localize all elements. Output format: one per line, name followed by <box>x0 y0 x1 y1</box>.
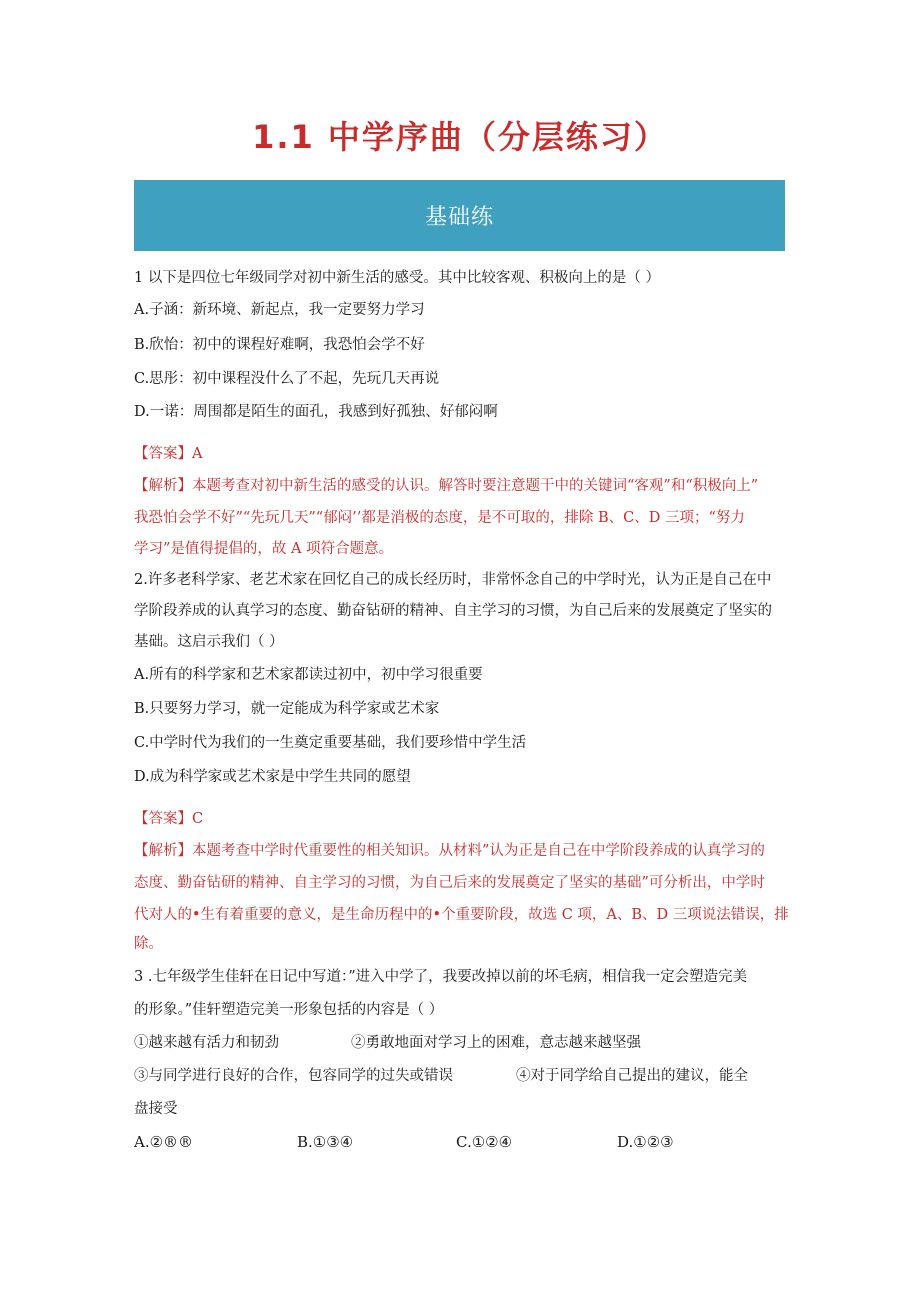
q3-item-2: ②勇敢地面对学习上的困难，意志越来越坚强 <box>351 1035 641 1051</box>
q2-answer: 【答案】C <box>134 811 204 827</box>
q3-item-4-cont: 盘接受 <box>134 1101 178 1117</box>
section-banner-label: 基础练 <box>424 205 494 230</box>
q3-stem-line-2: 的形象。”佳轩塑造完美一形象包括的内容是（ ） <box>134 1002 444 1018</box>
q1-analysis-line-3: 学习”是值得提倡的，故 A 项符合题意。 <box>134 541 394 557</box>
q1-answer: 【答案】A <box>134 446 203 462</box>
q2-analysis-line-3: 代对人的•生有着重要的意义，是生命历程中的•个重要阶段，故选 C 项，A、B、D 三项说法错误，排 <box>134 907 789 923</box>
q1-analysis-line-1: 【解析】本题考查对初中新生活的感受的认识。解答时要注意题干中的关键词“客观”和“积极向上” <box>134 478 759 494</box>
q2-option-a: A.所有的科学家和艺术家都读过初中，初中学习很重要 <box>134 667 483 683</box>
q3-item-1: ①越来越有活力和韧劲 <box>134 1035 279 1051</box>
q1-option-a: A.子涵：新环境、新起点，我一定要努力学习 <box>134 302 425 318</box>
q1-option-c: C.思彤：初中课程没什么了不起，先玩几天再说 <box>134 371 440 387</box>
q1-analysis-line-2: 我恐怕会学不好”“先玩几天”“郁闷’’都是消极的态度，是不可取的，排除 B、C、D 三项；“努力 <box>134 510 745 526</box>
q2-option-b: B.只要努力学习，就一定能成为科学家或艺术家 <box>134 701 440 717</box>
q3-option-c: C.①②④ <box>456 1133 513 1151</box>
q3-stem-line-1: 3 .七年级学生佳轩在日记中写道：”进入中学了，我要改掉以前的坏毛病，相信我一定会塑造完美 <box>134 969 748 985</box>
section-banner <box>134 180 785 251</box>
q2-option-d: D.成为科学家或艺术家是中学生共同的愿望 <box>134 769 411 785</box>
q1-option-d: D.一诺：周围都是陌生的面孔，我感到好孤独、好郁闷啊 <box>134 404 498 420</box>
q2-analysis-line-1: 【解析】本题考查中学时代重要性的相关知识。从材料”认为正是自己在中学阶段养成的认真学习的 <box>134 843 765 859</box>
q3-item-4: ④对于同学给自己提出的建议，能全 <box>516 1068 748 1084</box>
q1-stem: 1 以下是四位七年级同学对初中新生活的感受。其中比较客观、积极向上的是（ ） <box>134 270 660 286</box>
q3-option-b: B.①③④ <box>297 1133 354 1151</box>
q2-analysis-line-4: 除。 <box>134 936 163 952</box>
q2-analysis-line-2: 态度、勤奋钻研的精神、自主学习的习惯，为自己后来的发展奠定了坚实的基础”可分析出，中学时 <box>134 875 765 891</box>
q3-option-d: D.①②③ <box>617 1133 674 1151</box>
page-title: 1.1 中学序曲（分层练习） <box>252 118 668 156</box>
q2-stem-line-3: 基础。这启示我们（ ） <box>134 634 284 650</box>
q2-option-c: C.中学时代为我们的一生奠定重要基础，我们要珍惜中学生活 <box>134 735 527 751</box>
q1-option-b: B.欣怡：初中的课程好难啊，我恐怕会学不好 <box>134 337 425 353</box>
q3-item-3: ③与同学进行良好的合作，包容同学的过失或错误 <box>134 1068 453 1084</box>
q3-option-a: A.②®® <box>134 1133 194 1151</box>
q2-stem-line-1: 2.许多老科学家、老艺术家在回忆自己的成长经历时，非常怀念自己的中学时光，认为正是自己在中 <box>134 572 772 588</box>
q2-stem-line-2: 学阶段养成的认真学习的态度、勤奋钻研的精神、自主学习的习惯，为自己后来的发展奠定了坚实的 <box>134 603 772 619</box>
